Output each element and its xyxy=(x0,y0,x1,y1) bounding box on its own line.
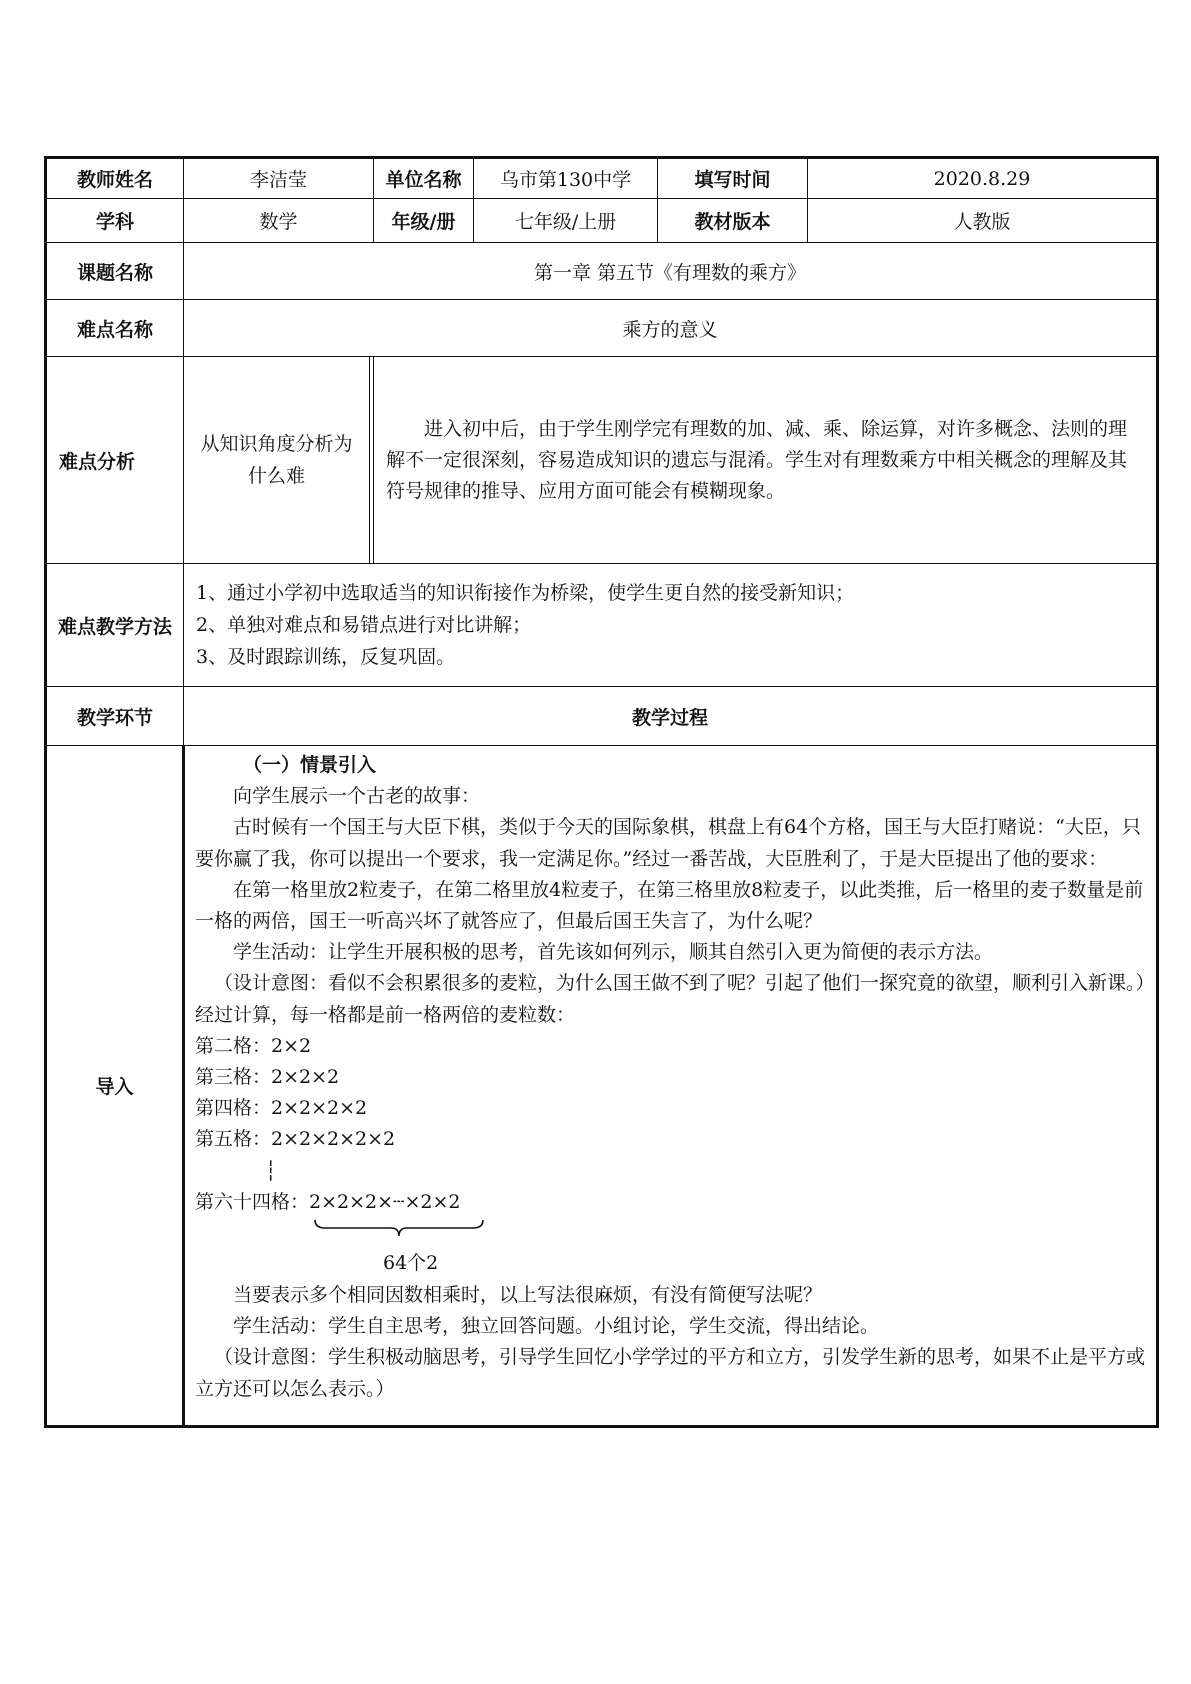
teacher-label: 教师姓名 xyxy=(46,158,184,199)
header-row-2 xyxy=(46,199,1158,243)
grain-line: 第四格：2×2×2×2 xyxy=(195,1097,368,1120)
difficulty-label: 难点名称 xyxy=(46,300,184,357)
method-item: 3、及时跟踪训练，反复巩固。 xyxy=(196,646,456,668)
methods-list xyxy=(184,564,1158,687)
grain-line: 第二格：2×2 xyxy=(195,1034,312,1057)
analysis-sub-label: 从知识角度分析为什么难 xyxy=(184,357,370,564)
analysis-label: 难点分析 xyxy=(46,357,184,564)
methods-row xyxy=(46,564,1158,687)
brace-label: 64个2 xyxy=(383,1252,439,1275)
lesson-plan-table xyxy=(44,156,1159,1428)
intro-paragraph: 学生活动：让学生开展积极的思考，首先该如何列示，顺其自然引入更为简便的表示方法。 xyxy=(233,941,994,964)
intro-paragraph: （设计意图：看似不会积累很多的麦粒，为什么国王做不到了呢？引起了他们一探究竟的欲望，顺利引入新课。） xyxy=(214,972,1155,995)
edition-value: 人教版 xyxy=(808,199,1158,243)
intro-paragraph: 当要表示多个相同因数相乘时，以上写法很麻烦，有没有简便写法呢？ xyxy=(233,1284,823,1307)
difficulty-value: 乘方的意义 xyxy=(184,300,1158,357)
underbrace-icon xyxy=(313,1218,485,1240)
method-item: 1、通过小学初中选取适当的知识衔接作为桥梁，使学生更自然的接受新知识； xyxy=(196,582,855,604)
unit-label: 单位名称 xyxy=(374,158,474,199)
grade-value: 七年级/上册 xyxy=(474,199,658,243)
intro-paragraph: 在第一格里放2粒麦子，在第二格里放4粒麦子，在第三格里放8粒麦子，以此类推，后一格里的麦子数量是前一格的两倍，国王一听高兴坏了就答应了，但最后国王失言了，为什么呢？ xyxy=(195,878,1144,933)
intro-paragraph: 古时候有一个国王与大臣下棋，类似于今天的国际象棋，棋盘上有64个方格，国王与大臣打赌说：“大臣，只要你赢了我，你可以提出一个要求，我一定满足你。”经过一番苦战，大臣胜利了，于是大臣提出了他的要求： xyxy=(195,816,1141,870)
last-cell-label: 第六十四格： xyxy=(195,1190,310,1213)
unit-value: 乌市第130中学 xyxy=(474,158,658,199)
analysis-text: 进入初中后，由于学生刚学完有理数的加、减、乘、除运算，对许多概念、法则的理解不一定很深刻，容易造成知识的遗忘与混淆。学生对有理数乘方中相关概念的理解及其符号规律的推导、应用方面可能会有模糊现象。 xyxy=(386,417,1128,502)
methods-label: 难点教学方法 xyxy=(46,564,184,687)
grade-label: 年级/册 xyxy=(374,199,474,243)
brace-block xyxy=(195,1218,1146,1280)
section-title: （一）情景引入 xyxy=(243,754,377,776)
last-grain-line xyxy=(195,1187,1146,1218)
intro-process xyxy=(184,746,1158,1427)
date-label: 填写时间 xyxy=(658,158,808,199)
intro-stage-label: 导入 xyxy=(46,746,184,1427)
header-row-1 xyxy=(46,158,1158,199)
intro-paragraph: 向学生展示一个古老的故事： xyxy=(233,785,481,808)
topic-label: 课题名称 xyxy=(46,243,184,300)
grain-line: 第三格：2×2×2 xyxy=(195,1066,340,1089)
teacher-value: 李洁莹 xyxy=(184,158,374,199)
date-value: 2020.8.29 xyxy=(808,158,1158,199)
stage-header: 教学环节 xyxy=(46,687,184,746)
process-header: 教学过程 xyxy=(184,687,1158,746)
method-item: 2、单独对难点和易错点进行对比讲解； xyxy=(196,614,532,636)
vertical-dots: ┆ xyxy=(265,1159,277,1182)
subject-label: 学科 xyxy=(46,199,184,243)
intro-row xyxy=(46,746,1158,1427)
intro-paragraph: 经过计算，每一格都是前一格两倍的麦粒数： xyxy=(195,1003,576,1026)
topic-value: 第一章 第五节《有理数的乘方》 xyxy=(184,243,1158,300)
edition-label: 教材版本 xyxy=(658,199,808,243)
intro-paragraph: 学生活动：学生自主思考，独立回答问题。小组讨论，学生交流，得出结论。 xyxy=(233,1315,880,1338)
subject-value: 数学 xyxy=(184,199,374,243)
last-cell-expr: 2×2×2×┄×2×2 xyxy=(309,1190,461,1213)
grain-line: 第五格：2×2×2×2×2 xyxy=(195,1128,396,1151)
process-header-row xyxy=(46,687,1158,746)
analysis-row xyxy=(46,357,1158,564)
topic-row xyxy=(46,243,1158,300)
intro-paragraph: （设计意图：学生积极动脑思考，引导学生回忆小学学过的平方和立方，引发学生新的思考，如果不止是平方或立方还可以怎么表示。） xyxy=(195,1346,1146,1400)
difficulty-row xyxy=(46,300,1158,357)
lesson-plan xyxy=(44,156,1156,1428)
analysis-text-cell xyxy=(374,357,1158,564)
